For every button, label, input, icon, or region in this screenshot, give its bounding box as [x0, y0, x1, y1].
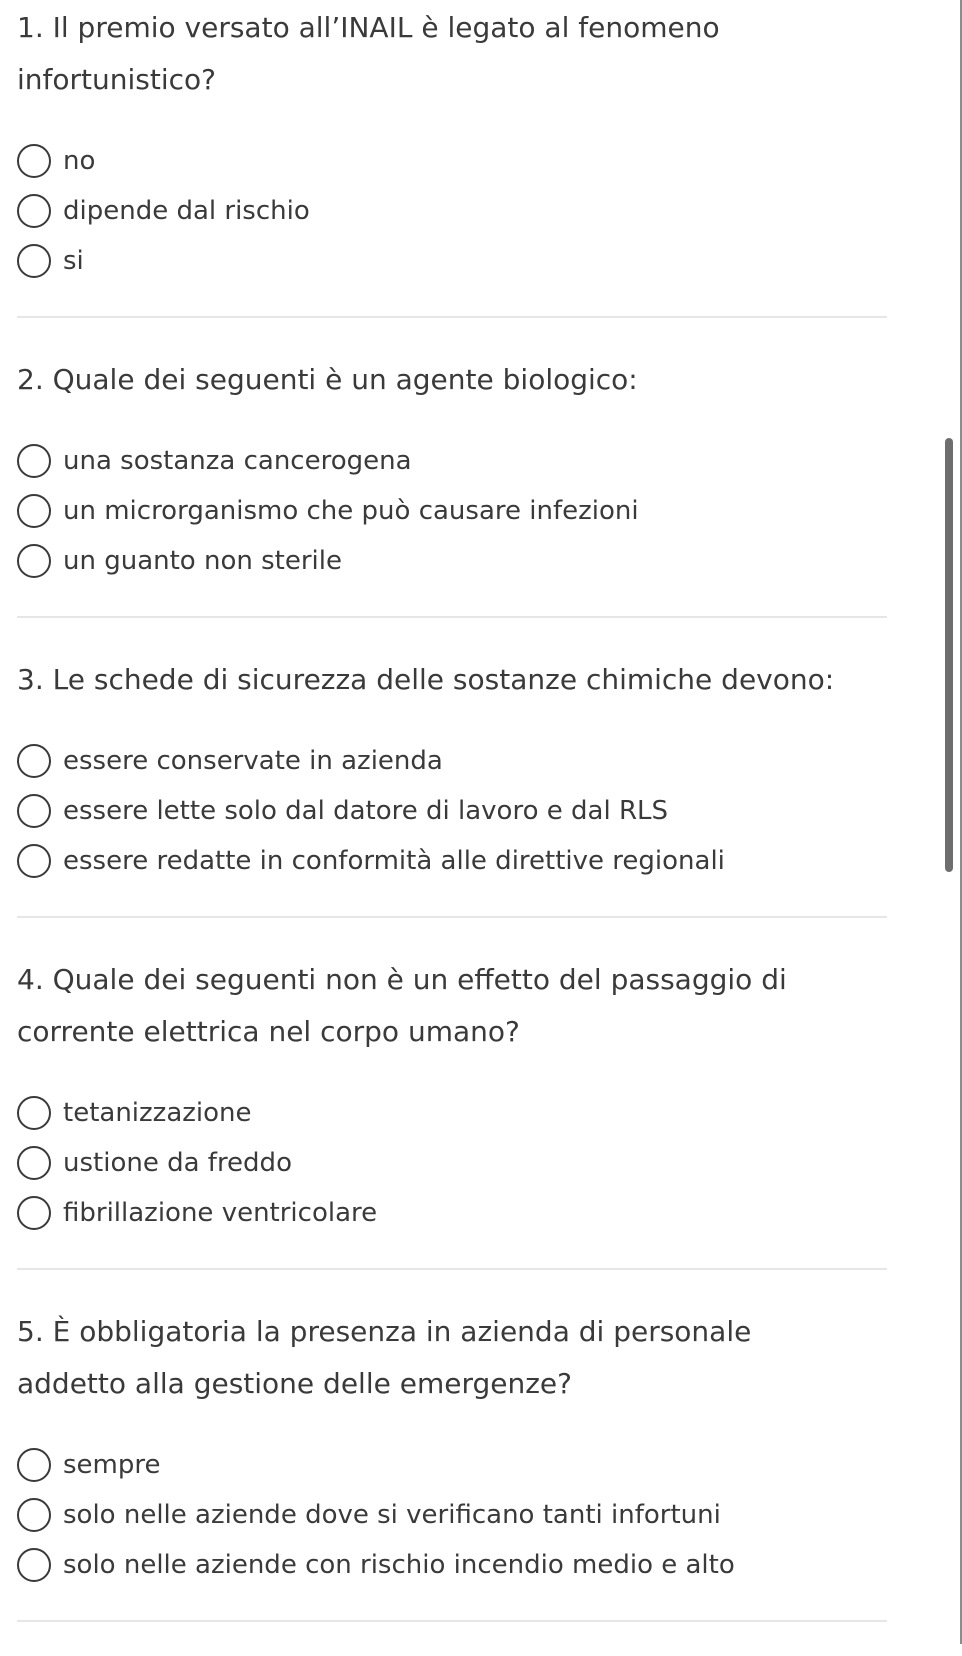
options-group: [17, 736, 887, 886]
option-label: essere conservate in azienda: [63, 746, 443, 776]
radio-button[interactable]: [17, 1548, 51, 1582]
radio-button[interactable]: [17, 194, 51, 228]
option-label: fibrillazione ventricolare: [63, 1198, 378, 1228]
question-1: [17, 0, 887, 318]
question-title-line: 1. Il premio versato all’INAIL è legato al fenomeno: [17, 11, 720, 44]
option-label: dipende dal rischio: [63, 196, 310, 226]
radio-button[interactable]: [17, 1096, 51, 1130]
option-guanto-non-sterile[interactable]: [17, 536, 887, 586]
option-label: solo nelle aziende dove si verificano tanti infortuni: [63, 1500, 721, 1530]
divider: [17, 1620, 887, 1622]
option-label: essere lette solo dal datore di lavoro e dal RLS: [63, 796, 668, 826]
radio-button[interactable]: [17, 1498, 51, 1532]
option-dipende-dal-rischio[interactable]: [17, 186, 887, 236]
option-si[interactable]: [17, 236, 887, 286]
question-3: [17, 652, 887, 918]
option-label: solo nelle aziende con rischio incendio medio e alto: [63, 1550, 735, 1580]
radio-button[interactable]: [17, 844, 51, 878]
scrollbar-thumb[interactable]: [945, 438, 953, 872]
radio-button[interactable]: [17, 144, 51, 178]
options-group: [17, 436, 887, 586]
option-direttive-regionali[interactable]: [17, 836, 887, 886]
option-label: si: [63, 246, 84, 276]
option-tanti-infortuni[interactable]: [17, 1490, 887, 1540]
question-2: [17, 352, 887, 618]
radio-button[interactable]: [17, 494, 51, 528]
option-rischio-incendio[interactable]: [17, 1540, 887, 1590]
option-label: ustione da freddo: [63, 1148, 292, 1178]
divider: [17, 916, 887, 918]
question-title: [17, 0, 887, 106]
option-label: no: [63, 146, 96, 176]
question-title-line: 3. Le schede di sicurezza delle sostanze chimiche devono:: [17, 663, 835, 696]
question-title-line: 4. Quale dei seguenti non è un effetto del passaggio di: [17, 963, 787, 996]
option-conservate-in-azienda[interactable]: [17, 736, 887, 786]
option-label: un microrganismo che può causare infezioni: [63, 496, 639, 526]
radio-button[interactable]: [17, 1196, 51, 1230]
radio-button[interactable]: [17, 744, 51, 778]
option-lette-datore-rls[interactable]: [17, 786, 887, 836]
option-label: una sostanza cancerogena: [63, 446, 412, 476]
options-group: [17, 1088, 887, 1238]
question-title-line: addetto alla gestione delle emergenze?: [17, 1367, 573, 1400]
option-label: essere redatte in conformità alle direttive regionali: [63, 846, 725, 876]
question-title-line: 2. Quale dei seguenti è un agente biologico:: [17, 363, 638, 396]
radio-button[interactable]: [17, 1448, 51, 1482]
question-title-line: infortunistico?: [17, 63, 217, 96]
quiz-list: [17, 0, 887, 1656]
radio-button[interactable]: [17, 1146, 51, 1180]
radio-button[interactable]: [17, 544, 51, 578]
option-ustione-da-freddo[interactable]: [17, 1138, 887, 1188]
option-label: tetanizzazione: [63, 1098, 252, 1128]
divider: [17, 616, 887, 618]
divider: [17, 316, 887, 318]
options-group: [17, 136, 887, 286]
option-sempre[interactable]: [17, 1440, 887, 1490]
question-title-line: 5. È obbligatoria la presenza in azienda di personale: [17, 1315, 752, 1348]
question-title: [17, 1304, 887, 1410]
question-title: [17, 652, 887, 706]
question-title: [17, 352, 887, 406]
option-fibrillazione-ventricolare[interactable]: [17, 1188, 887, 1238]
option-label: sempre: [63, 1450, 161, 1480]
question-4: [17, 952, 887, 1270]
radio-button[interactable]: [17, 444, 51, 478]
question-5: [17, 1304, 887, 1622]
option-label: un guanto non sterile: [63, 546, 342, 576]
divider: [17, 1268, 887, 1270]
question-title-line: corrente elettrica nel corpo umano?: [17, 1015, 520, 1048]
radio-button[interactable]: [17, 244, 51, 278]
option-sostanza-cancerogena[interactable]: [17, 436, 887, 486]
question-title: [17, 952, 887, 1058]
option-no[interactable]: [17, 136, 887, 186]
options-group: [17, 1440, 887, 1590]
radio-button[interactable]: [17, 794, 51, 828]
option-tetanizzazione[interactable]: [17, 1088, 887, 1138]
option-microrganismo[interactable]: [17, 486, 887, 536]
